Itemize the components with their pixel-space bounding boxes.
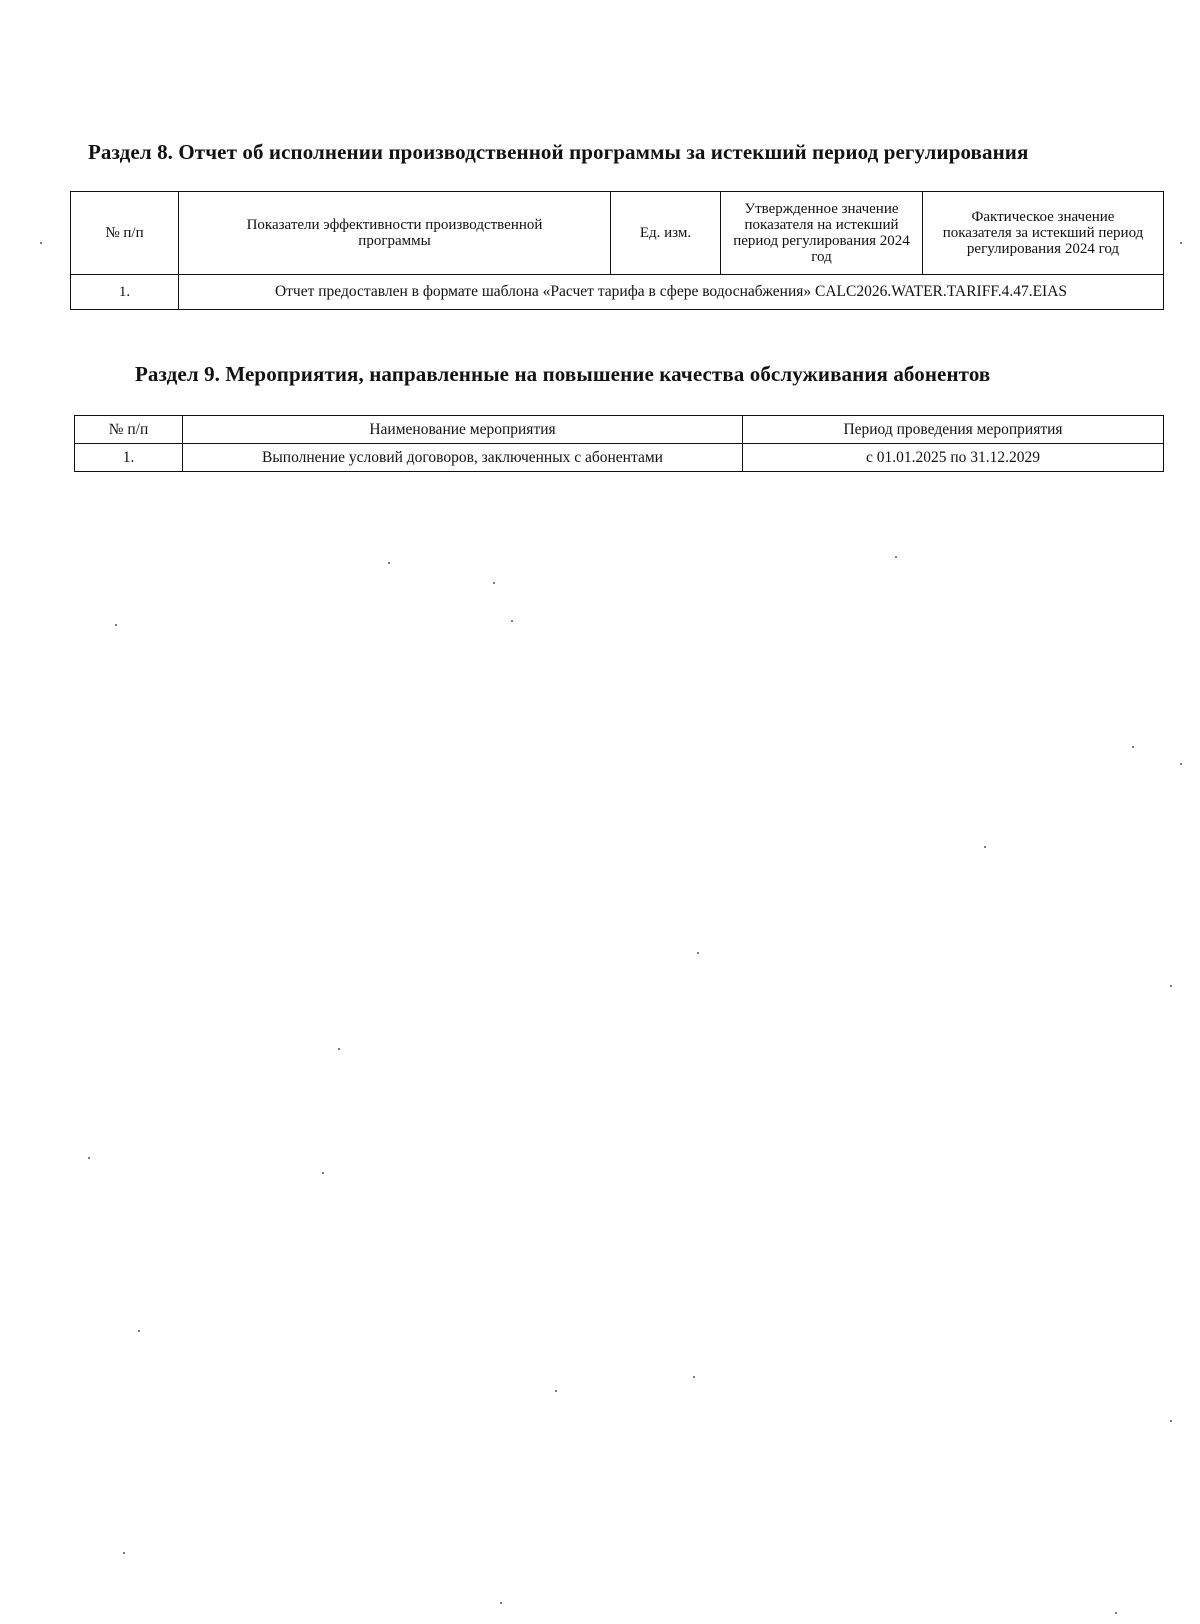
table-row	[71, 275, 1164, 310]
header-actual-value: Фактическое значение показателя за истекший период регулирования 2024 год	[923, 192, 1164, 275]
table-header-row	[71, 192, 1164, 275]
scan-speck	[493, 582, 495, 584]
row-num: 1.	[71, 275, 179, 310]
row-num: 1.	[75, 444, 183, 472]
scan-speck	[138, 1330, 140, 1332]
scan-speck	[1180, 242, 1182, 244]
scan-speck	[40, 242, 42, 244]
scan-speck	[984, 846, 986, 848]
header-indicators: Показатели эффективности производственной программы	[179, 192, 611, 275]
scan-speck	[1170, 985, 1172, 987]
table-row	[75, 444, 1164, 472]
section-8-title: Раздел 8. Отчет об исполнении производственной программы за истекший период регулирования	[88, 140, 1029, 164]
header-event-name: Наименование мероприятия	[183, 416, 743, 444]
table-header-row	[75, 416, 1164, 444]
section-9-table	[74, 415, 1164, 472]
scan-speck	[1180, 763, 1182, 765]
header-approved-value: Утвержденное значение показателя на истекший период регулирования 2024 год	[721, 192, 923, 275]
scan-speck	[1115, 1612, 1117, 1614]
header-num: № п/п	[71, 192, 179, 275]
scan-speck	[123, 1552, 125, 1554]
scan-speck	[388, 562, 390, 564]
scan-speck	[511, 620, 513, 622]
scan-speck	[1132, 746, 1134, 748]
section-9-title: Раздел 9. Мероприятия, направленные на повышение качества обслуживания абонентов	[135, 362, 991, 386]
scan-speck	[322, 1172, 324, 1174]
report-note: Отчет предоставлен в формате шаблона «Расчет тарифа в сфере водоснабжения» CALC2026.WATER.TARIFF.4.47.EIAS	[179, 275, 1164, 310]
scan-speck	[338, 1048, 340, 1050]
scan-speck	[1170, 1420, 1172, 1422]
scan-speck	[555, 1390, 557, 1392]
scan-speck	[697, 952, 699, 954]
scan-speck	[115, 624, 117, 626]
event-period: с 01.01.2025 по 31.12.2029	[743, 444, 1164, 472]
section-8-table	[70, 191, 1164, 310]
scan-speck	[693, 1376, 695, 1378]
scan-speck	[88, 1157, 90, 1159]
scan-speck	[895, 556, 897, 558]
event-name: Выполнение условий договоров, заключенных с абонентами	[183, 444, 743, 472]
header-num: № п/п	[75, 416, 183, 444]
scan-speck	[500, 1602, 502, 1604]
header-unit: Ед. изм.	[611, 192, 721, 275]
header-event-period: Период проведения мероприятия	[743, 416, 1164, 444]
